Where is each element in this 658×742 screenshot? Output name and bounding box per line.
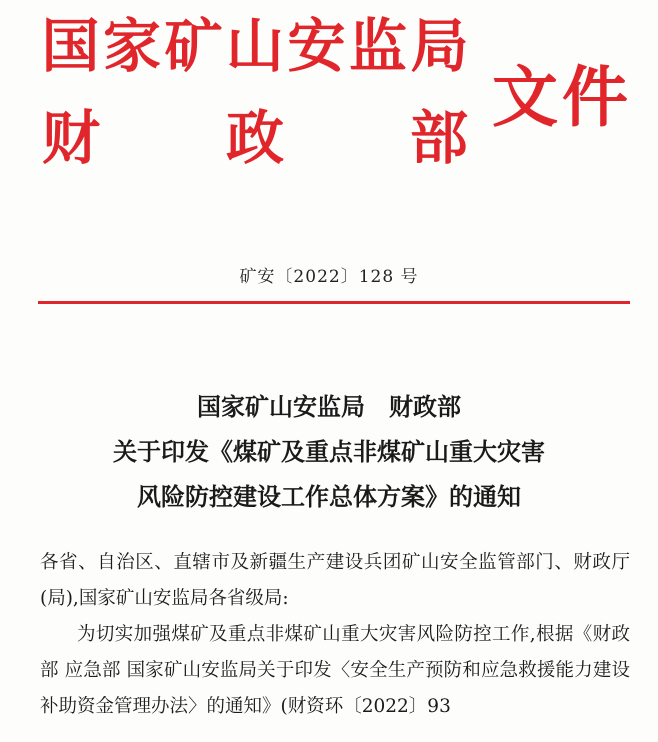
issuer-char: 山 <box>225 12 284 80</box>
issuer-name-line-2 <box>40 98 470 178</box>
red-divider-line <box>38 301 630 304</box>
issuer-char: 矿 <box>164 12 223 80</box>
issuer-char: 国 <box>41 12 100 80</box>
issuer-char: 家 <box>102 12 161 80</box>
document-number: 矿安〔2022〕128 号 <box>239 267 419 287</box>
issuer-char: 安 <box>287 12 346 80</box>
addressee-paragraph: 各省、自治区、直辖市及新疆生产建设兵团矿山安全监管部门、财政厅(局),国家矿山安监局各省级局: <box>40 552 630 609</box>
title-line-3: 风险防控建设工作总体方案》的通知 <box>137 482 521 511</box>
document-title <box>0 384 658 519</box>
issuer-char: 部 <box>409 104 468 172</box>
title-line-2: 关于印发《煤矿及重点非煤矿山重大灾害 <box>113 437 545 466</box>
issuer-char: 财 <box>41 104 100 172</box>
document-type-label: 文件 <box>492 58 632 136</box>
red-header <box>0 0 658 200</box>
issuer-name-line-1 <box>40 6 470 86</box>
body-paragraph-1: 为切实加强煤矿及重点非煤矿山重大灾害风险防控工作,根据《财政部 应急部 国家矿山安监局关于印发〈安全生产预防和应急救援能力建设补助资金管理办法〉的通知》(财资环〔2022〕93 <box>40 624 630 717</box>
issuer-char: 局 <box>410 12 469 80</box>
issuer-char: 监 <box>348 12 407 80</box>
title-line-1: 国家矿山安监局 财政部 <box>197 392 461 421</box>
document-body <box>40 545 630 725</box>
issuer-char: 政 <box>225 104 284 172</box>
